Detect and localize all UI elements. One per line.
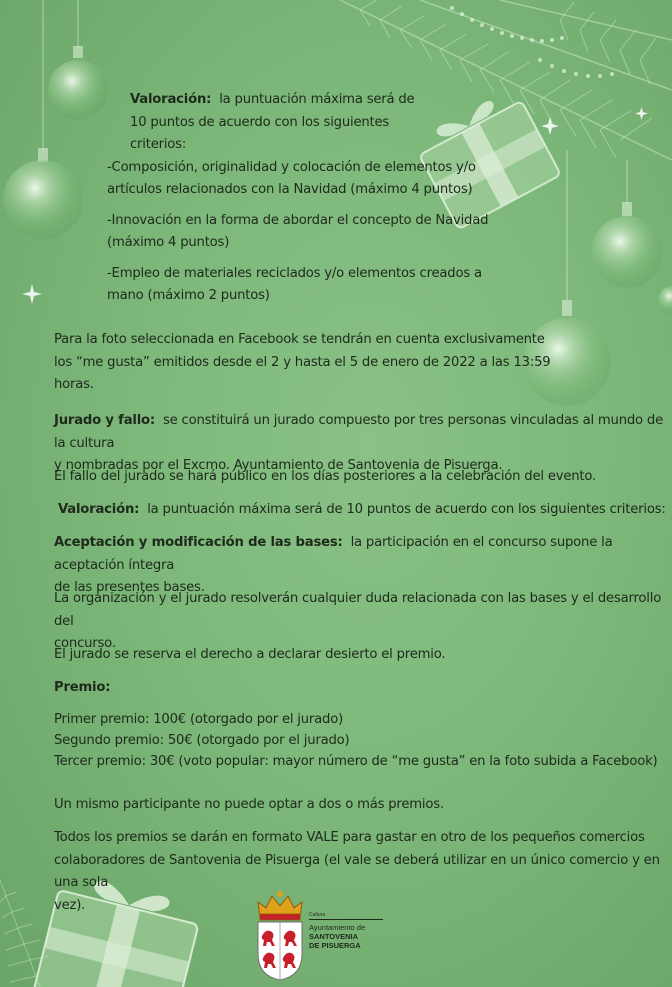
paragraph-line: concurso. <box>54 636 116 651</box>
valoracion-paragraph <box>58 499 666 522</box>
paragraph-line: y nombradas por el Excmo. Ayuntamiento de Santovenia de Pisuerga. <box>54 458 503 473</box>
logo-text-line3: DE PISUERGA <box>309 941 361 950</box>
ayuntamiento-logo <box>254 890 394 982</box>
premio-label: Premio: <box>54 680 111 695</box>
criteria-block <box>107 89 488 308</box>
criterion-item: -Composición, originalidad y colocación de elementos y/o <box>107 159 476 175</box>
criterion-item: artículos relacionados con la Navidad (máximo 4 puntos) <box>107 182 473 197</box>
paragraph-line: Todos los premios se darán en formato VALE para gastar en otro de los pequeños comercios <box>54 830 645 845</box>
paragraph-line: los “me gusta” emitidos desde el 2 y hasta el 5 de enero de 2022 a las 13:59 <box>54 354 551 370</box>
prize-item: Primer premio: 100€ (otorgado por el jurado) <box>54 712 344 727</box>
paragraph-line: la puntuación máxima será de 10 puntos de acuerdo con los siguientes criterios: <box>147 502 666 517</box>
logo-divider <box>309 919 383 920</box>
logo-text-line2: SANTOVENIA <box>309 932 359 941</box>
paragraph-line: Un mismo participante no puede optar a dos o más premios. <box>54 797 444 812</box>
premio-heading <box>54 677 110 700</box>
paragraph-line: El jurado se reserva el derecho a declarar desierto el premio. <box>54 647 446 662</box>
aceptacion-label: Aceptación y modificación de las bases: <box>54 535 343 550</box>
coat-of-arms-icon <box>254 890 306 982</box>
prize-item: Tercer premio: 30€ (voto popular: mayor número de “me gusta” en la foto subida a Facebook) <box>54 754 658 769</box>
criterion-item: -Empleo de materiales reciclados y/o elementos creados a <box>107 265 482 281</box>
valoracion-label: Valoración: <box>58 502 140 517</box>
jurado-label: Jurado y fallo: <box>54 413 155 428</box>
paragraph-line: El fallo del jurado se hará público en los días posteriores a la celebración del evento. <box>54 469 597 484</box>
paragraph-line: Para la foto seleccionada en Facebook se tendrán en cuenta exclusivamente <box>54 332 545 347</box>
paragraph-line: colaboradores de Santovenia de Pisuerga (el vale se deberá utilizar en un único comercio y en una sola <box>54 852 660 890</box>
valoracion-label: Valoración: <box>130 92 212 107</box>
premio-list <box>54 709 657 772</box>
paragraph-line: vez). <box>54 897 86 913</box>
paragraph-line: de las presentes bases. <box>54 580 205 595</box>
valoracion-text: la puntuación máxima será de <box>219 92 415 107</box>
valoracion-text: 10 puntos de acuerdo con los siguientes <box>130 114 390 130</box>
paragraph-line: la participación en el concurso supone la aceptación íntegra <box>54 535 613 573</box>
paragraph-line: La organización y el jurado resolverán cualquier duda relacionada con las bases y el desarrollo del <box>54 591 662 629</box>
facebook-paragraph <box>54 329 550 397</box>
logo-department: Cultura <box>309 912 326 918</box>
paragraph-line: se constituirá un jurado compuesto por tres personas vinculadas al mundo de la cultura <box>54 413 663 451</box>
criterion-item: (máximo 4 puntos) <box>107 235 230 250</box>
valoracion-text: criterios: <box>130 137 187 152</box>
fallo-paragraph <box>54 466 596 489</box>
garland-icon <box>450 6 614 78</box>
logo-text-line1: Ayuntamiento de <box>309 923 366 932</box>
prize-item: Segundo premio: 50€ (otorgado por el jurado) <box>54 733 350 748</box>
criterion-item: mano (máximo 2 puntos) <box>107 288 270 303</box>
mismo-paragraph <box>54 794 444 817</box>
reserva-paragraph <box>54 644 445 667</box>
criterion-item: -Innovación en la forma de abordar el concepto de Navidad <box>107 212 489 228</box>
paragraph-line: horas. <box>54 377 94 392</box>
